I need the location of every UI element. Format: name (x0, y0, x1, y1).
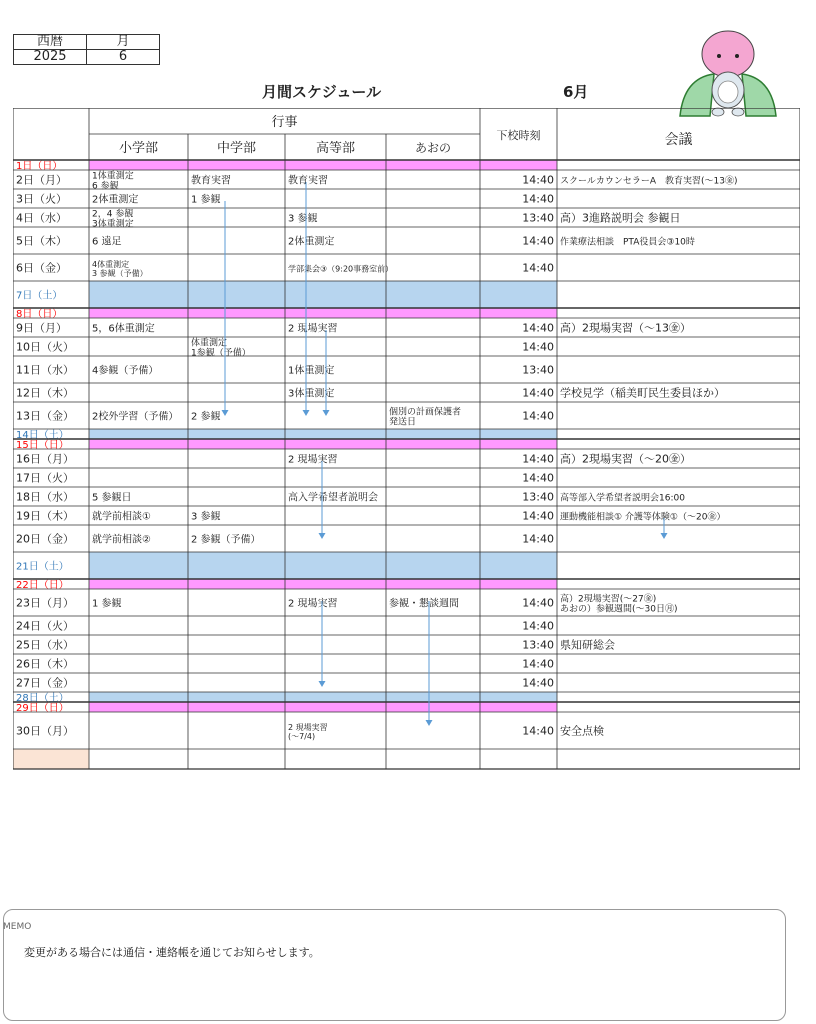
kaigi-cell: 高）2現場実習(～27㊎)あおの）参観週間(～30日㊊) (560, 594, 678, 615)
day-cell: 29日（日） (16, 703, 69, 714)
table-row (89, 552, 557, 579)
time-cell: 14:40 (522, 676, 554, 690)
table-row (89, 281, 557, 308)
year-label: 西暦 (14, 35, 87, 50)
day-cell: 13日（金） (16, 409, 74, 423)
year-value: 2025 (14, 50, 87, 65)
day-cell: 16日（月） (16, 452, 74, 466)
time-cell: 14:40 (522, 509, 554, 523)
month-title: 6月 (563, 83, 589, 101)
sho-cell: 2体重測定 (92, 194, 139, 206)
ko-cell: 高入学希望者説明会 (288, 492, 378, 504)
sho-cell: 1体重測定 6 参観 (92, 171, 134, 192)
ao-cell: 参観・懇談週間 (389, 598, 459, 610)
sho-cell: 1 参観 (92, 598, 122, 610)
time-cell: 14:40 (522, 386, 554, 400)
time-cell: 14:40 (522, 532, 554, 546)
time-cell: 14:40 (522, 173, 554, 187)
day-cell: 18日（水） (16, 490, 74, 504)
day-cell: 26日（木） (16, 657, 74, 671)
sho-cell: 5 参観日 (92, 492, 132, 504)
ao-cell: 個別の計画保護者発送日 (389, 407, 462, 428)
time-cell: 14:40 (522, 409, 554, 423)
sho-cell: 2，4 参観 3体重測定 (92, 209, 134, 230)
day-cell: 4日（水） (16, 211, 67, 225)
arrow-ko-genba-2-head (319, 533, 326, 539)
arrow-ao-sankan-head (426, 720, 433, 726)
month-label: 月 (87, 35, 160, 50)
day-cell: 10日（火） (16, 340, 74, 354)
col-gyoji: 行事 (271, 115, 298, 130)
time-cell: 14:40 (522, 192, 554, 206)
chu-cell: 2 参観 (191, 411, 221, 423)
mascot-icon (670, 26, 786, 118)
kaigi-cell: 高）3進路説明会 参観日 (560, 211, 681, 225)
chu-cell: 体重測定 1参観（予備） (191, 338, 251, 359)
memo-text: 変更がある場合には通信・連絡帳を通じてお知らせします。 (24, 946, 320, 959)
time-cell: 14:40 (522, 619, 554, 633)
arrow-ko-genba-1-head (323, 410, 330, 416)
ko-cell: 学部集会③（9:20事務室前） (288, 264, 394, 274)
day-cell: 23日（月） (16, 596, 74, 610)
time-cell: 14:40 (522, 234, 554, 248)
sho-cell: 就学前相談② (92, 534, 151, 546)
sho-cell: 5，6体重測定 (92, 323, 155, 335)
sho-cell: 就学前相談① (92, 511, 151, 523)
day-cell: 17日（火） (16, 471, 74, 485)
day-cell: 27日（金） (16, 676, 74, 690)
col-chugakubu: 中学部 (216, 141, 257, 156)
arrow-kaigi-kaigo-head (661, 533, 668, 539)
col-kaigi: 会議 (664, 132, 693, 148)
col-shogakubu: 小学部 (118, 141, 159, 156)
ko-cell: 2 現場実習(～7/4) (288, 723, 328, 741)
table-row (89, 579, 557, 589)
day-cell: 21日（土） (16, 561, 69, 573)
time-cell: 14:40 (522, 261, 554, 275)
memo-label: MEMO (3, 922, 32, 932)
day-cell: 7日（土） (16, 290, 63, 302)
day-cell: 5日（木） (16, 234, 67, 248)
arrow-chu-kyoiku-head (222, 410, 229, 416)
time-cell: 13:40 (522, 490, 554, 504)
memo-box (3, 909, 786, 1021)
time-cell: 14:40 (522, 724, 554, 738)
day-cell: 15日（日） (16, 440, 69, 451)
day-cell: 6日（金） (16, 261, 67, 275)
day-cell: 3日（火） (16, 192, 67, 206)
chu-cell: 3 参観 (191, 511, 221, 523)
sho-cell: 6 遠足 (92, 236, 122, 248)
chu-cell: 1 参観 (191, 194, 221, 206)
arrow-ko-kyoiku-head (303, 410, 310, 416)
table-row (89, 702, 557, 712)
col-geko: 下校時刻 (496, 129, 541, 142)
day-cell: 11日（水） (16, 363, 74, 377)
table-row (13, 749, 89, 769)
ko-cell: 教育実習 (288, 175, 328, 187)
day-cell: 20日（金） (16, 532, 74, 546)
time-cell: 13:40 (522, 363, 554, 377)
day-cell: 14日（土） (16, 430, 69, 441)
kaigi-cell: 高等部入学希望者説明会16:00 (560, 493, 685, 504)
page-title: 月間スケジュール (262, 83, 382, 101)
ko-cell: 2 現場実習 (288, 454, 338, 466)
ko-cell: 3体重測定 (288, 388, 335, 400)
day-cell: 2日（月） (16, 173, 67, 187)
day-cell: 19日（木） (16, 509, 74, 523)
time-cell: 13:40 (522, 638, 554, 652)
day-cell: 22日（日） (16, 580, 69, 591)
arrow-ko-genba-3-head (319, 681, 326, 687)
sho-cell: 4体重測定 3 参観（予備） (92, 260, 148, 278)
chu-cell: 2 参観（予備） (191, 534, 261, 546)
schedule-table (13, 108, 800, 901)
table-row (89, 692, 557, 702)
day-cell: 8日（日） (16, 309, 63, 320)
kaigi-cell: 高）2現場実習（～20㊎） (560, 452, 691, 466)
day-cell: 25日（水） (16, 638, 74, 652)
day-cell: 9日（月） (16, 321, 67, 335)
ko-cell: 3 参観 (288, 213, 318, 225)
kaigi-cell: 県知研総会 (560, 638, 615, 652)
time-cell: 14:40 (522, 321, 554, 335)
chu-cell: 教育実習 (191, 175, 231, 187)
day-cell: 24日（火） (16, 619, 74, 633)
ko-cell: 2体重測定 (288, 236, 335, 248)
kaigi-cell: 高）2現場実習（～13㊎） (560, 321, 691, 335)
time-cell: 14:40 (522, 471, 554, 485)
sho-cell: 2校外学習（予備） (92, 411, 179, 423)
day-cell: 30日（月） (16, 724, 74, 738)
day-cell: 28日（土） (16, 693, 69, 704)
ko-cell: 2 現場実習 (288, 323, 338, 335)
time-cell: 14:40 (522, 452, 554, 466)
kaigi-cell: スクールカウンセラーA 教育実習(～13㊎) (560, 176, 738, 187)
time-cell: 13:40 (522, 211, 554, 225)
year-month-table (13, 34, 160, 65)
kaigi-cell: 安全点検 (560, 724, 604, 738)
month-value: 6 (87, 50, 160, 65)
time-cell: 14:40 (522, 657, 554, 671)
day-cell: 1日（日） (16, 161, 63, 172)
sho-cell: 4参観（予備） (92, 365, 159, 377)
table-row (89, 429, 557, 439)
table-row (89, 439, 557, 449)
table-row (89, 160, 557, 170)
col-aoono: あおの (414, 141, 452, 155)
time-cell: 14:40 (522, 340, 554, 354)
day-cell: 12日（木） (16, 386, 74, 400)
kaigi-cell: 作業療法相談 PTA役員会③10時 (560, 237, 695, 248)
kaigi-cell: 運動機能相談① 介護等体験①（～20㊎） (560, 512, 726, 523)
col-kotobu: 高等部 (315, 141, 356, 156)
time-cell: 14:40 (522, 596, 554, 610)
table-row (89, 308, 557, 318)
ko-cell: 1体重測定 (288, 365, 335, 377)
ko-cell: 2 現場実習 (288, 598, 338, 610)
kaigi-cell: 学校見学（稲美町民生委員ほか） (560, 386, 725, 400)
